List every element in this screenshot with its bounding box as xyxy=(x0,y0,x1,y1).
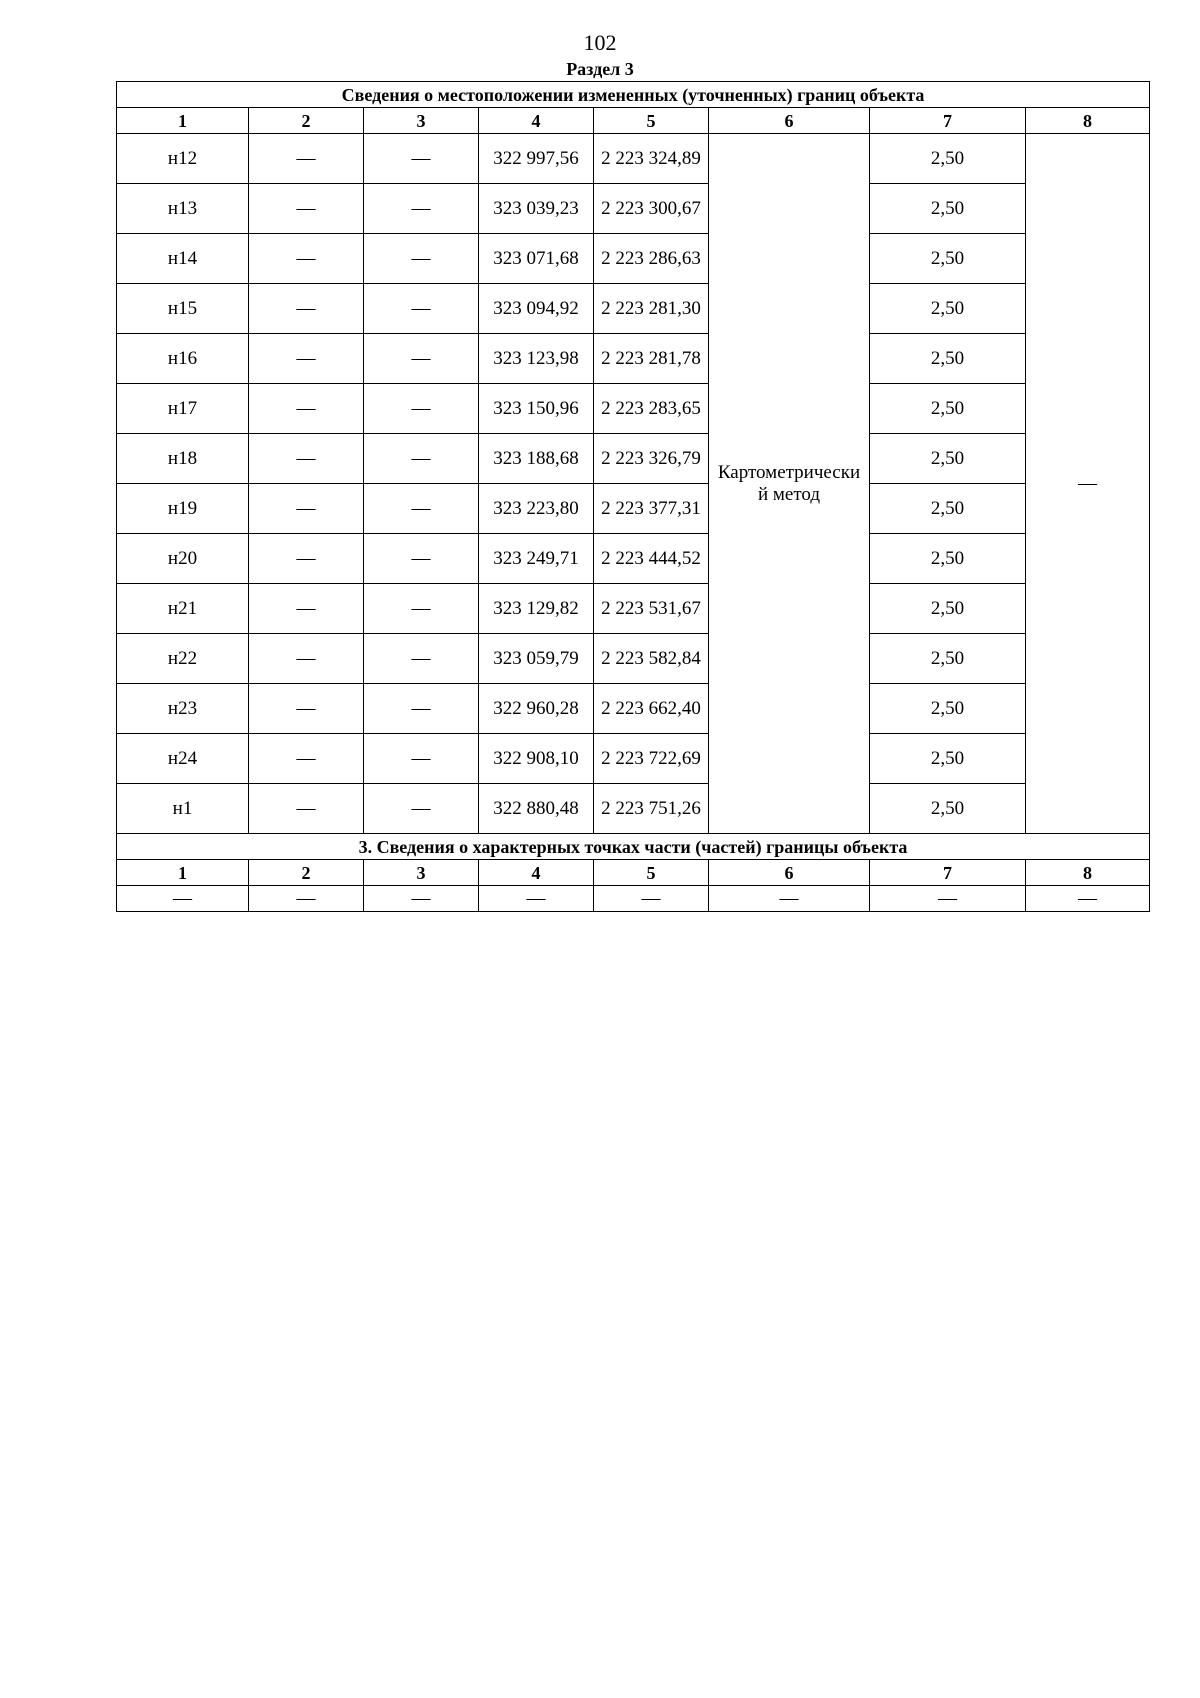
table1-cell-c5: 2 223 281,30 xyxy=(594,284,709,334)
table1-cell-c2: — xyxy=(249,184,364,234)
table1-cell-c7: 2,50 xyxy=(870,734,1026,784)
table1-cell-c5: 2 223 531,67 xyxy=(594,584,709,634)
table2-cell: — xyxy=(117,886,249,912)
table2-header-cell: 7 xyxy=(870,860,1026,886)
table1-cell-c5: 2 223 444,52 xyxy=(594,534,709,584)
table1-row xyxy=(117,284,1150,334)
table1-cell-c1: н14 xyxy=(117,234,249,284)
table1-title-row xyxy=(117,82,1150,108)
table1-cell-c1: н19 xyxy=(117,484,249,534)
table1-cell-c3: — xyxy=(364,234,479,284)
table1-cell-c1: н18 xyxy=(117,434,249,484)
table1-cell-c4: 322 908,10 xyxy=(479,734,594,784)
table1-cell-c7: 2,50 xyxy=(870,384,1026,434)
table1-cell-c7: 2,50 xyxy=(870,284,1026,334)
table1-cell-c3: — xyxy=(364,434,479,484)
table1-title: Сведения о местоположении измененных (уточненных) границ объекта xyxy=(117,82,1150,108)
table1-row xyxy=(117,684,1150,734)
table1-cell-c5: 2 223 286,63 xyxy=(594,234,709,284)
table2-header-row xyxy=(117,860,1150,886)
table2-cell: — xyxy=(249,886,364,912)
table1-cell-c5: 2 223 582,84 xyxy=(594,634,709,684)
table1-row xyxy=(117,134,1150,184)
table1-cell-c3: — xyxy=(364,484,479,534)
table1-header-cell: 7 xyxy=(870,108,1026,134)
table1-cell-c3: — xyxy=(364,634,479,684)
table1-cell-c4: 323 123,98 xyxy=(479,334,594,384)
table1-cell-c1: н15 xyxy=(117,284,249,334)
table1-header-cell: 6 xyxy=(709,108,870,134)
table1-cell-c5: 2 223 324,89 xyxy=(594,134,709,184)
table1-cell-c2: — xyxy=(249,234,364,284)
table1-cell-c1: н20 xyxy=(117,534,249,584)
table1-cell-c4: 322 880,48 xyxy=(479,784,594,834)
method-line-1: Картометрически xyxy=(717,461,861,483)
table1-cell-c2: — xyxy=(249,784,364,834)
table1-cell-c3: — xyxy=(364,334,479,384)
table1-cell-c3: — xyxy=(364,734,479,784)
table1-cell-c4: 323 039,23 xyxy=(479,184,594,234)
table1-cell-c2: — xyxy=(249,334,364,384)
table2-cell: — xyxy=(594,886,709,912)
table1-row xyxy=(117,484,1150,534)
table1-cell-c2: — xyxy=(249,284,364,334)
table1-row xyxy=(117,434,1150,484)
coordinates-table xyxy=(116,81,1150,912)
column-8-cell: — xyxy=(1026,134,1150,834)
table1-cell-c7: 2,50 xyxy=(870,434,1026,484)
table1-cell-c7: 2,50 xyxy=(870,784,1026,834)
table2-header-cell: 6 xyxy=(709,860,870,886)
table1-cell-c3: — xyxy=(364,534,479,584)
table2-header-cell: 3 xyxy=(364,860,479,886)
table1-cell-c7: 2,50 xyxy=(870,134,1026,184)
table1-header-cell: 4 xyxy=(479,108,594,134)
table1-cell-c2: — xyxy=(249,134,364,184)
table1-cell-c2: — xyxy=(249,484,364,534)
table1-cell-c4: 323 150,96 xyxy=(479,384,594,434)
table1-cell-c4: 323 188,68 xyxy=(479,434,594,484)
table1-cell-c4: 323 094,92 xyxy=(479,284,594,334)
table1-header-cell: 3 xyxy=(364,108,479,134)
table1-cell-c2: — xyxy=(249,384,364,434)
table1-row xyxy=(117,384,1150,434)
table1-cell-c2: — xyxy=(249,734,364,784)
table1-cell-c3: — xyxy=(364,684,479,734)
table2-title-row xyxy=(117,834,1150,860)
table1-cell-c5: 2 223 377,31 xyxy=(594,484,709,534)
table1-cell-c5: 2 223 281,78 xyxy=(594,334,709,384)
table2-header-cell: 4 xyxy=(479,860,594,886)
table2-cell: — xyxy=(870,886,1026,912)
table1-row xyxy=(117,234,1150,284)
table1-cell-c5: 2 223 662,40 xyxy=(594,684,709,734)
table1-cell-c4: 323 059,79 xyxy=(479,634,594,684)
table1-header-cell: 5 xyxy=(594,108,709,134)
table1-cell-c5: 2 223 722,69 xyxy=(594,734,709,784)
table1-cell-c7: 2,50 xyxy=(870,184,1026,234)
coordinates-table-body xyxy=(117,82,1150,912)
table1-cell-c4: 323 129,82 xyxy=(479,584,594,634)
table1-cell-c1: н24 xyxy=(117,734,249,784)
table1-row xyxy=(117,184,1150,234)
table1-cell-c1: н1 xyxy=(117,784,249,834)
table1-cell-c1: н23 xyxy=(117,684,249,734)
table1-row xyxy=(117,784,1150,834)
table1-cell-c3: — xyxy=(364,784,479,834)
table1-cell-c5: 2 223 326,79 xyxy=(594,434,709,484)
table1-cell-c2: — xyxy=(249,434,364,484)
table1-cell-c4: 323 249,71 xyxy=(479,534,594,584)
table1-cell-c3: — xyxy=(364,134,479,184)
table1-cell-c4: 323 071,68 xyxy=(479,234,594,284)
table1-cell-c7: 2,50 xyxy=(870,534,1026,584)
table1-row xyxy=(117,534,1150,584)
table1-cell-c2: — xyxy=(249,534,364,584)
table2-header-cell: 8 xyxy=(1026,860,1150,886)
table1-cell-c3: — xyxy=(364,284,479,334)
section-title: Раздел 3 xyxy=(566,59,634,79)
table1-cell-c4: 323 223,80 xyxy=(479,484,594,534)
table2-header-cell: 2 xyxy=(249,860,364,886)
table1-cell-c7: 2,50 xyxy=(870,684,1026,734)
table2-header-cell: 5 xyxy=(594,860,709,886)
table1-cell-c5: 2 223 283,65 xyxy=(594,384,709,434)
table1-cell-c7: 2,50 xyxy=(870,634,1026,684)
table1-cell-c1: н21 xyxy=(117,584,249,634)
table1-cell-c4: 322 960,28 xyxy=(479,684,594,734)
table2-title: 3. Сведения о характерных точках части (частей) границы объекта xyxy=(117,834,1150,860)
table1-cell-c4: 322 997,56 xyxy=(479,134,594,184)
table2-header-cell: 1 xyxy=(117,860,249,886)
table1-header-cell: 1 xyxy=(117,108,249,134)
table1-cell-c3: — xyxy=(364,384,479,434)
table1-cell-c1: н17 xyxy=(117,384,249,434)
table1-row xyxy=(117,334,1150,384)
table1-header-cell: 2 xyxy=(249,108,364,134)
table1-cell-c3: — xyxy=(364,584,479,634)
table2-cell: — xyxy=(364,886,479,912)
method-cell xyxy=(709,134,870,834)
table1-row xyxy=(117,584,1150,634)
table1-cell-c1: н22 xyxy=(117,634,249,684)
table1-row xyxy=(117,734,1150,784)
table1-header-row xyxy=(117,108,1150,134)
method-line-2: й метод xyxy=(757,483,821,505)
table2-cell: — xyxy=(1026,886,1150,912)
table2-cell: — xyxy=(479,886,594,912)
table2-row xyxy=(117,886,1150,912)
table1-cell-c2: — xyxy=(249,684,364,734)
page-number: 102 xyxy=(583,30,617,55)
table1-cell-c7: 2,50 xyxy=(870,334,1026,384)
table1-cell-c1: н12 xyxy=(117,134,249,184)
table1-cell-c1: н13 xyxy=(117,184,249,234)
table1-header-cell: 8 xyxy=(1026,108,1150,134)
table1-cell-c5: 2 223 300,67 xyxy=(594,184,709,234)
table2-cell: — xyxy=(709,886,870,912)
table1-cell-c7: 2,50 xyxy=(870,484,1026,534)
table1-cell-c7: 2,50 xyxy=(870,584,1026,634)
table1-cell-c7: 2,50 xyxy=(870,234,1026,284)
table1-cell-c2: — xyxy=(249,634,364,684)
table1-row xyxy=(117,634,1150,684)
table1-cell-c2: — xyxy=(249,584,364,634)
table1-cell-c1: н16 xyxy=(117,334,249,384)
table1-cell-c5: 2 223 751,26 xyxy=(594,784,709,834)
table1-cell-c3: — xyxy=(364,184,479,234)
